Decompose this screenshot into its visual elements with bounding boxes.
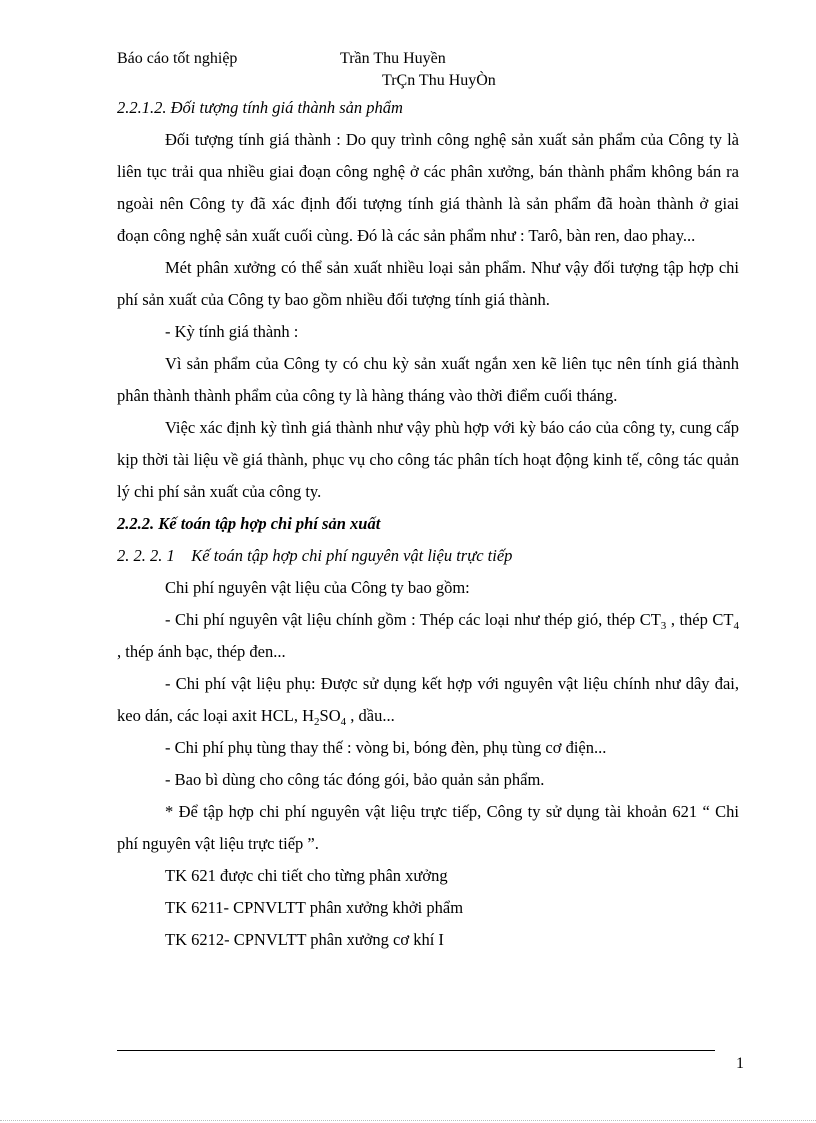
- paragraph-workshop: Mét phân xưởng có thể sản xuất nhiều loại sản phẩm. Như vậy đối tượng tập hợp chi phí sản xuất của Công ty bao gồm nhiều đối tượng tính giá thành.: [117, 258, 739, 309]
- aux-materials-text-b: SO: [319, 706, 341, 725]
- account-line-621: TK 621 được chi tiết cho từng phân xưởng: [165, 866, 448, 885]
- paragraph-period-fit: Việc xác định kỳ tình giá thành như vậy phù hợp với kỳ báo cáo của công ty, cung cấp kịp thời tài liệu về giá thành, phục vụ cho công tác phân tích hoạt động kinh tế, công tác quản lý chi phí sản xuất của công ty.: [117, 418, 739, 501]
- paragraph-account-621: * Để tập hợp chi phí nguyên vật liệu trực tiếp, Công ty sử dụng tài khoản 621 “ Chi phí nguyên vật liệu trực tiếp ”.: [117, 802, 739, 853]
- footer-rule: [117, 1050, 715, 1051]
- header-report-title: Báo cáo tốt nghiệp: [117, 50, 238, 67]
- section-heading-2-2-2-1: 2. 2. 2. 1 Kế toán tập hợp chi phí nguyên vật liệu trực tiếp: [117, 546, 513, 565]
- subscript-3: 3: [660, 620, 667, 632]
- section-heading-2-2-1-2: 2.2.1.2. Đối tượng tính giá thành sản phẩm: [117, 98, 403, 117]
- page-number: 1: [736, 1055, 744, 1072]
- header-author-name-garbled: TrÇn Thu HuyÒn: [382, 72, 496, 89]
- paragraph-packaging: - Bao bì dùng cho công tác đóng gói, bảo quản sản phẩm.: [165, 770, 545, 789]
- paragraph-spare-parts: - Chi phí phụ tùng thay thế : vòng bi, bóng đèn, phụ tùng cơ điện...: [165, 738, 607, 757]
- paragraph-cost-object: Đối tượng tính giá thành : Do quy trình công nghệ sản xuất sản phẩm của Công ty là liên tục trải qua nhiều giai đoạn công nghệ ở các phân xưởng, bán thành phẩm không bán ra ngoài nên Công ty đã xác định đối tượng tính giá thành là sản phẩm đã hoàn thành ở giai đoạn công nghệ sản xuất cuối cùng. Đó là các sản phẩm như : Tarô, bàn ren, dao phay...: [117, 130, 739, 245]
- page-edge-divider: [0, 1120, 816, 1121]
- account-line-6212: TK 6212- CPNVLTT phân xưởng cơ khí I: [165, 930, 444, 949]
- document-body: [117, 92, 739, 956]
- main-materials-text-b: , thép CT: [666, 610, 734, 629]
- paragraph-main-materials: [117, 604, 739, 668]
- paragraph-material-intro: Chi phí nguyên vật liệu của Công ty bao gồm:: [165, 578, 470, 597]
- aux-materials-text-a: - Chi phí vật liệu phụ: Được sử dụng kết hợp với nguyên vật liệu chính như dây đai, keo dán, các loại axit HCL, H: [117, 674, 739, 725]
- subscript-2: 2: [314, 716, 320, 728]
- header-author-name: Trần Thu Huyền: [340, 50, 446, 67]
- main-materials-text-c: , thép ánh bạc, thép đen...: [117, 642, 286, 661]
- subscript-4-so4: 4: [340, 716, 347, 728]
- account-line-6211: TK 6211- CPNVLTT phân xưởng khởi phẩm: [165, 898, 464, 917]
- main-materials-text-a: - Chi phí nguyên vật liệu chính gồm : Thép các loại như thép gió, thép CT: [165, 610, 661, 629]
- paragraph-costing-period-label: - Kỳ tính giá thành :: [165, 322, 299, 341]
- subscript-4: 4: [733, 620, 739, 632]
- aux-materials-text-c: , dầu...: [346, 706, 395, 725]
- paragraph-aux-materials: [117, 668, 739, 732]
- section-heading-2-2-2: 2.2.2. Kế toán tập hợp chi phí sản xuất: [117, 514, 381, 533]
- paragraph-costing-period: Vì sản phẩm của Công ty có chu kỳ sản xuất ngắn xen kẽ liên tục nên tính giá thành phân thành thành phẩm của công ty là hàng tháng vào thời điểm cuối tháng.: [117, 354, 739, 405]
